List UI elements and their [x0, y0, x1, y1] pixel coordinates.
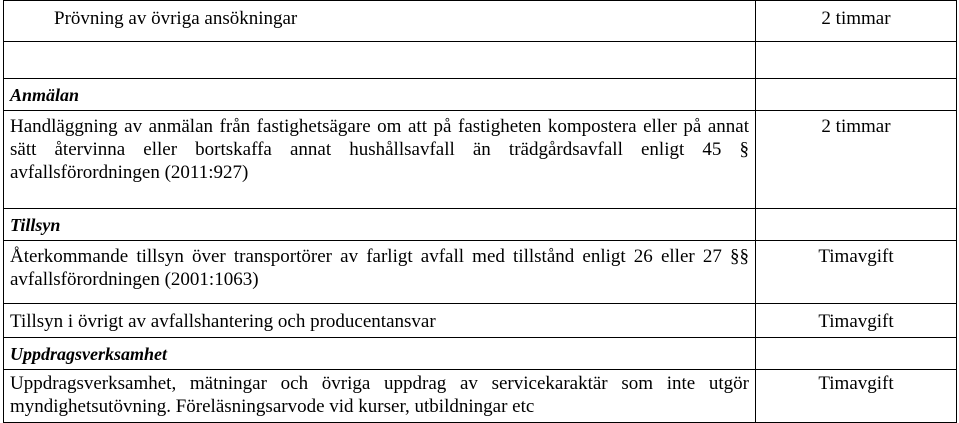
row-fee-empty: [756, 209, 957, 241]
section-heading-uppdragsverksamhet: Uppdragsverksamhet: [4, 338, 756, 370]
section-heading-tillsyn: Tillsyn: [4, 209, 756, 241]
section-row: [4, 209, 957, 241]
table-row: [4, 42, 957, 79]
table-row: [4, 1, 957, 42]
row-description: Uppdragsverksamhet, mätningar och övriga uppdrag av servicekaraktär som inte utgör myndighetsutövning. Föreläsningsarvode vid kurser, utbildningar etc: [4, 370, 756, 423]
row-description: Prövning av övriga ansökningar: [4, 1, 756, 42]
row-fee: Timavgift: [756, 370, 957, 423]
row-description: Återkommande tillsyn över transportörer av farligt avfall med tillstånd enligt 26 eller 27 §§ avfallsförordningen (2001:1063): [4, 241, 756, 304]
table-row: [4, 111, 957, 209]
row-description: Handläggning av anmälan från fastighetsägare om att på fastigheten kompostera eller på annat sätt återvinna eller bortskaffa annat hushållsavfall än trädgårdsavfall enligt 45 § avfallsförordningen (2011:927): [4, 111, 756, 209]
row-fee: Timavgift: [756, 304, 957, 338]
section-row: [4, 338, 957, 370]
row-fee: Timavgift: [756, 241, 957, 304]
row-description: [4, 42, 756, 79]
row-fee: [756, 42, 957, 79]
table-row: [4, 370, 957, 423]
row-fee-empty: [756, 338, 957, 370]
table-row: [4, 304, 957, 338]
table-row: [4, 241, 957, 304]
row-fee: 2 timmar: [756, 111, 957, 209]
section-heading-anmalan: Anmälan: [4, 79, 756, 111]
row-fee: 2 timmar: [756, 1, 957, 42]
row-fee-empty: [756, 79, 957, 111]
section-row: [4, 79, 957, 111]
fee-table: [3, 0, 957, 423]
row-description: Tillsyn i övrigt av avfallshantering och producentansvar: [4, 304, 756, 338]
